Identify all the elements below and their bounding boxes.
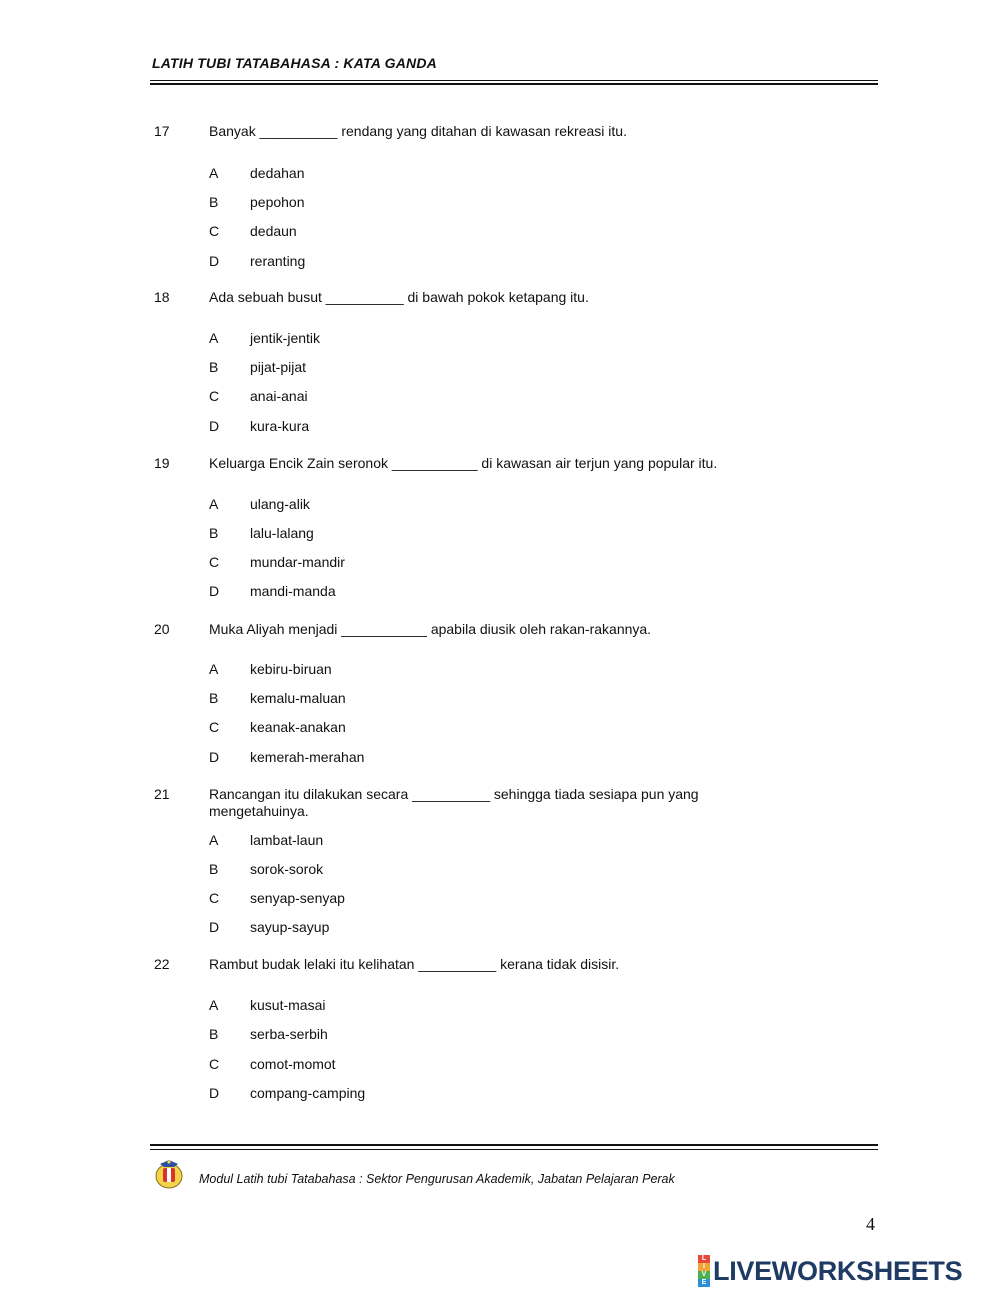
option-letter: D [209, 418, 220, 434]
option-text: anai-anai [250, 388, 308, 404]
badge-letter: L [698, 1255, 710, 1263]
option-letter: D [209, 253, 220, 269]
option-22-a[interactable] [0, 997, 1000, 1017]
option-21-b[interactable] [0, 861, 1000, 881]
option-letter: D [209, 919, 220, 935]
option-text: ulang-alik [250, 496, 310, 512]
option-text: serba-serbih [250, 1026, 328, 1042]
question-number: 20 [154, 621, 170, 637]
option-text: kebiru-biruan [250, 661, 332, 677]
live-badge-icon [698, 1255, 710, 1287]
question-text: Rambut budak lelaki itu kelihatan __________ kerana tidak disisir. [209, 956, 620, 972]
option-17-a[interactable] [0, 165, 1000, 185]
option-text: lambat-laun [250, 832, 324, 848]
option-17-d[interactable] [0, 253, 1000, 273]
option-text: comot-momot [250, 1056, 336, 1072]
question-number: 18 [154, 289, 170, 305]
option-text: kura-kura [250, 418, 310, 434]
option-text: dedahan [250, 165, 305, 181]
badge-letter: I [698, 1263, 710, 1271]
option-20-b[interactable] [0, 690, 1000, 710]
question-text: Keluarga Encik Zain seronok ___________ di kawasan air terjun yang popular itu. [209, 455, 718, 471]
badge-letter: E [698, 1279, 710, 1287]
option-letter: C [209, 388, 220, 404]
option-18-b[interactable] [0, 359, 1000, 379]
option-letter: C [209, 554, 220, 570]
question-text: Rancangan itu dilakukan secara __________ sehingga tiada sesiapa pun yang mengetahuinya. [209, 786, 699, 819]
option-18-d[interactable] [0, 418, 1000, 438]
option-text: senyap-senyap [250, 890, 345, 906]
option-letter: D [209, 749, 220, 765]
question-number: 22 [154, 956, 170, 972]
option-text: sorok-sorok [250, 861, 324, 877]
option-text: mandi-manda [250, 583, 336, 599]
footer-rule-top [150, 1144, 878, 1146]
option-letter: A [209, 330, 219, 346]
option-text: keanak-anakan [250, 719, 346, 735]
option-text: kemerah-merahan [250, 749, 365, 765]
option-letter: B [209, 525, 219, 541]
option-21-c[interactable] [0, 890, 1000, 910]
question-number: 17 [154, 123, 170, 139]
footer-text: Modul Latih tubi Tatabahasa : Sektor Pengurusan Akademik, Jabatan Pelajaran Perak [199, 1172, 675, 1186]
option-letter: A [209, 997, 219, 1013]
badge-letter: V [698, 1271, 710, 1279]
option-letter: A [209, 832, 219, 848]
option-letter: B [209, 194, 219, 210]
option-text: kusut-masai [250, 997, 326, 1013]
option-letter: D [209, 1085, 220, 1101]
option-text: compang-camping [250, 1085, 366, 1101]
option-letter: A [209, 496, 219, 512]
option-18-a[interactable] [0, 330, 1000, 350]
question-text: Muka Aliyah menjadi ___________ apabila diusik oleh rakan-rakannya. [209, 621, 652, 637]
brand-name: LIVEWORKSHEETS [713, 1255, 963, 1286]
option-letter: A [209, 165, 219, 181]
option-19-c[interactable] [0, 554, 1000, 574]
option-21-a[interactable] [0, 832, 1000, 852]
option-17-c[interactable] [0, 223, 1000, 243]
option-letter: A [209, 661, 219, 677]
header-title: LATIH TUBI TATABAHASA : KATA GANDA [152, 55, 437, 71]
option-text: dedaun [250, 223, 297, 239]
option-19-d[interactable] [0, 583, 1000, 603]
option-letter: B [209, 690, 219, 706]
option-21-d[interactable] [0, 919, 1000, 939]
option-text: pijat-pijat [250, 359, 307, 375]
option-20-a[interactable] [0, 661, 1000, 681]
question-text: Ada sebuah busut __________ di bawah pokok ketapang itu. [209, 289, 589, 305]
option-18-c[interactable] [0, 388, 1000, 408]
option-text: mundar-mandir [250, 554, 345, 570]
option-text: kemalu-maluan [250, 690, 346, 706]
crest-logo-icon [154, 1158, 184, 1190]
option-text: pepohon [250, 194, 305, 210]
header-rule-bottom [150, 83, 878, 85]
option-letter: C [209, 890, 220, 906]
question-text: Banyak __________ rendang yang ditahan di kawasan rekreasi itu. [209, 123, 627, 139]
option-22-d[interactable] [0, 1085, 1000, 1105]
option-20-d[interactable] [0, 749, 1000, 769]
question-number: 19 [154, 455, 170, 471]
question-number: 21 [154, 786, 170, 802]
footer-rule-bottom [150, 1149, 878, 1150]
option-text: reranting [250, 253, 306, 269]
option-text: jentik-jentik [250, 330, 321, 346]
option-letter: B [209, 359, 219, 375]
option-20-c[interactable] [0, 719, 1000, 739]
page-number: 4 [866, 1214, 875, 1234]
option-22-b[interactable] [0, 1026, 1000, 1046]
option-17-b[interactable] [0, 194, 1000, 214]
option-letter: C [209, 1056, 220, 1072]
option-text: lalu-lalang [250, 525, 314, 541]
option-letter: C [209, 719, 220, 735]
option-19-a[interactable] [0, 496, 1000, 516]
liveworksheets-logo[interactable] [698, 1257, 962, 1285]
option-letter: C [209, 223, 220, 239]
option-letter: B [209, 861, 219, 877]
option-letter: D [209, 583, 220, 599]
option-letter: B [209, 1026, 219, 1042]
option-text: sayup-sayup [250, 919, 330, 935]
option-19-b[interactable] [0, 525, 1000, 545]
header-rule-top [150, 80, 878, 81]
option-22-c[interactable] [0, 1056, 1000, 1076]
